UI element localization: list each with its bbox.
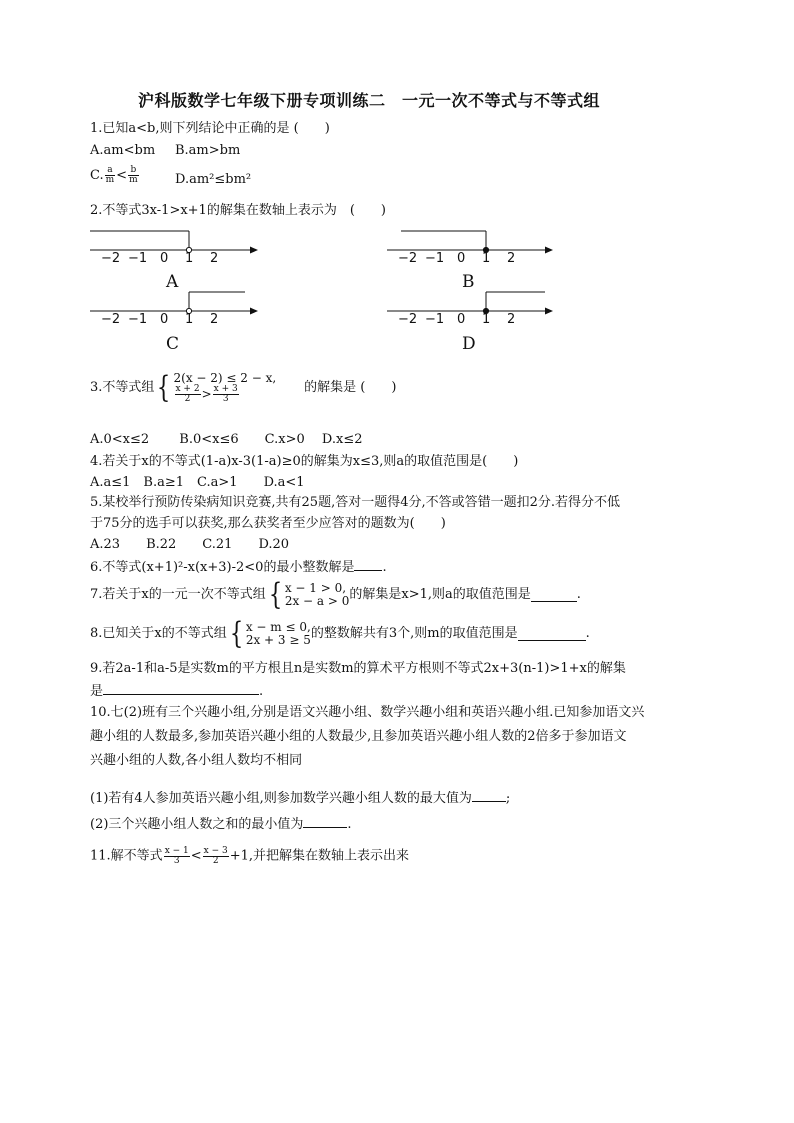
question-5-line-1: 5.某校举行预防传染病知识竞赛,共有25题,答对一题得4分,不答或答错一题扣2分.若得分不低 [90, 495, 621, 510]
q1-option-b: B.am>bm [175, 143, 241, 158]
answer-blank[interactable] [303, 815, 347, 828]
tick-label: 2 [210, 312, 219, 327]
question-10-line-2: 趣小组的人数最多,参加英语兴趣小组的人数最少,且参加英语兴趣小组人数的2倍多于参加语文 [90, 729, 627, 744]
tick-label: 1 [185, 312, 194, 327]
question-2-stem: 2.不等式3x-1>x+1的解集在数轴上表示为 ( ) [90, 203, 386, 218]
tick-label: −2 [398, 312, 418, 327]
inequality-system: x − m ≤ 0, 2x + 3 ≥ 5 [245, 620, 311, 647]
inequality-system: 2(x − 2) ≤ 2 − x, $\frac{x + 2}{2}$ > $\frac{x + 3}{3}$ [173, 371, 277, 404]
brace: { [157, 370, 171, 405]
brace: { [229, 616, 243, 651]
answer-blank[interactable] [103, 682, 259, 695]
q3-suffix: 的解集是 ( ) [304, 380, 397, 395]
answer-blank[interactable] [354, 558, 382, 571]
question-10-line-3: 兴趣小组的人数,各小组人数均不相同 [90, 753, 303, 768]
question-1-stem: 1.已知a<b,则下列结论中正确的是 ( ) [90, 121, 330, 136]
option-label-b: B [462, 272, 475, 292]
inequality-system: x − 1 > 0, 2x − a > 0 [284, 581, 350, 608]
tick-label: −1 [425, 251, 445, 266]
tick-label: 0 [457, 251, 466, 266]
question-11: 11.解不等式 $\frac{x - 1}{3}$ < $\frac{x - 3}{2}$ +1,并把解集在数轴上表示出来 [90, 846, 410, 866]
question-10-part-1: (1)若有4人参加英语兴趣小组,则参加数学兴趣小组人数的最大值为 ; [90, 791, 511, 806]
tick-label: 1 [185, 251, 194, 266]
fraction: $\frac{b}{m}$ [129, 165, 138, 185]
q3-options: A.0<x≤2 B.0<x≤6 C.x>0 D.x≤2 [90, 432, 363, 447]
answer-blank[interactable] [531, 589, 577, 602]
answer-blank[interactable] [518, 628, 586, 641]
tick-label: 2 [210, 251, 219, 266]
q1-option-d: D.am²≤bm² [175, 172, 252, 187]
fraction: $\frac{a}{m}$ [105, 165, 115, 185]
option-label-c: C [166, 334, 180, 354]
question-6: 6.不等式(x+1)²-x(x+3)-2<0的最小整数解是 . [90, 560, 387, 575]
fraction: $\frac{x - 3}{2}$ [203, 846, 228, 866]
tick-label: −2 [101, 312, 121, 327]
tick-label: 0 [160, 312, 169, 327]
tick-label: 2 [507, 251, 516, 266]
tick-label: 0 [160, 251, 169, 266]
question-4-stem: 4.若关于x的不等式(1-a)x-3(1-a)≥0的解集为x≤3,则a的取值范围是( ) [90, 454, 519, 469]
tick-label: −1 [128, 312, 148, 327]
option-label-a: A [166, 272, 179, 292]
question-3 [90, 372, 396, 404]
question-8: 8.已知关于x的不等式组{ x − m ≤ 0, 2x + 3 ≥ 5 的整数解共有3个,则m的取值范围是 . [90, 616, 590, 651]
tick-label: 1 [482, 312, 491, 327]
question-10-part-2: (2)三个兴趣小组人数之和的最小值为 . [90, 817, 352, 832]
q4-options: A.a≤1 B.a≥1 C.a>1 D.a<1 [90, 475, 305, 490]
question-5-line-2: 于75分的选手可以获奖,那么获奖者至少应答对的题数为( ) [90, 516, 446, 531]
tick-label: −1 [425, 312, 445, 327]
question-9-line-2: 是 . [90, 684, 264, 699]
tick-label: 2 [507, 312, 516, 327]
q1-option-a: A.am<bm [90, 143, 156, 158]
answer-blank[interactable] [472, 789, 506, 802]
option-label-d: D [462, 334, 476, 354]
q3-prefix: 3.不等式组 [90, 380, 155, 395]
tick-label: −2 [398, 251, 418, 266]
tick-label: 0 [457, 312, 466, 327]
q5-options: A.23 B.22 C.21 D.20 [90, 537, 290, 552]
q1-option-c: C. $\frac{a}{m}$ < $\frac{b}{m}$ [90, 165, 138, 185]
brace: { [268, 577, 282, 612]
question-10-line-1: 10.七(2)班有三个兴趣小组,分别是语文兴趣小组、数学兴趣小组和英语兴趣小组.已知参加语文兴 [90, 705, 645, 720]
question-7: 7.若关于x的一元一次不等式组{ x − 1 > 0, 2x − a > 0 的解集是x>1,则a的取值范围是 . [90, 577, 581, 612]
tick-label: −2 [101, 251, 121, 266]
question-9-line-1: 9.若2a-1和a-5是实数m的平方根且n是实数m的算术平方根则不等式2x+3(n-1)>1+x的解集 [90, 661, 626, 676]
tick-label: 1 [482, 251, 491, 266]
page-title: 沪科版数学七年级下册专项训练二 一元一次不等式与不等式组 [138, 91, 601, 110]
tick-label: −1 [128, 251, 148, 266]
fraction: $\frac{x - 1}{3}$ [164, 846, 189, 866]
q1-option-c-label: C. [90, 168, 104, 183]
